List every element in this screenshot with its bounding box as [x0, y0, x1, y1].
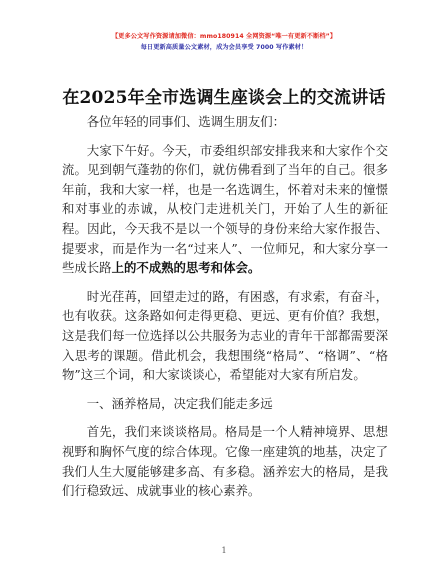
document-title: 在2025年全市选调生座谈会上的交流讲话 [62, 88, 386, 108]
paragraph-greeting-bold: 上的不成熟的思考和体会。 [111, 260, 261, 276]
page-number: 1 [221, 546, 227, 555]
paragraph-greeting [62, 141, 388, 278]
salutation: 各位年轻的同事们、选调生朋友们： [86, 114, 286, 129]
paragraph-greeting-text: 大家下午好。今天，市委组织部安排我来和大家作个交流。见到朝气蓬勃的你们，就仿佛看到了当年的自己。很多年前，我和大家一样，也是一名选调生，怀着对未来的憧憬和对事业的赤诚，从校门走进机关门，开始了人生的新征程。因此，今天我不是以一个领导的身份来给大家作报告、提要求，而是作为一名“过来人”、一位师兄，和大家分享一些成长路 [62, 142, 388, 276]
promo-banner-line-2: 每日更新高质量公文素材，成为会员享受 7000 写作素材！ [140, 44, 308, 51]
section-heading: 一、涵养格局，决定我们能走多远 [86, 395, 273, 411]
paragraph-pattern: 首先，我们来谈谈格局。格局是一个人精神境界、思想视野和胸怀气度的综合体现。它像一座建筑的地基，决定了我们人生大厦能够建多高、有多稳。涵养宏大的格局，是我们行稳致远、成就事业的核心素养。 [62, 424, 388, 499]
promo-banner-line-1: 【更多公文写作资源请加微信：mmo180914 全网资源“唯一有更新不断档”】 [111, 33, 337, 40]
paragraph-reflection: 时光荏苒，回望走过的路，有困惑，有求索，有奋斗，也有收获。这条路如何走得更稳、更远、更有价值？我想，这是我们每一位选择以公共服务为志业的青年干部都需要深入思考的课题。借此机会，我想围绕“格局”、“格调”、“格物”这三个词，和大家谈谈心，希望能对大家有所启发。 [62, 288, 388, 383]
document-body [62, 112, 388, 510]
